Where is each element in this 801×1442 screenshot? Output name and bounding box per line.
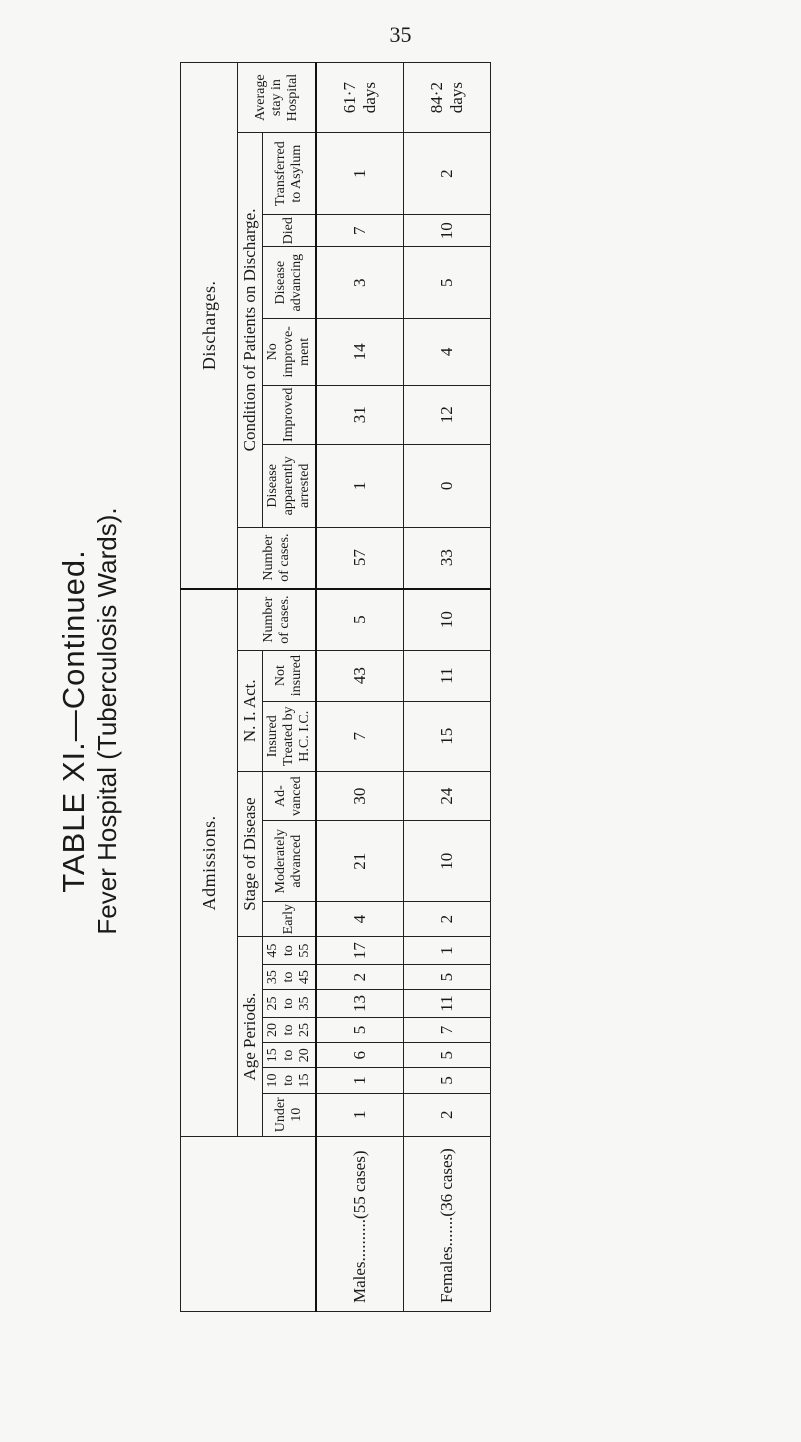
cell: 17 <box>316 937 404 965</box>
cell: 5 <box>404 1043 491 1068</box>
cell: 7 <box>316 215 404 247</box>
cell: 2 <box>404 1093 491 1136</box>
condition-col-4: Died <box>263 215 317 247</box>
discharge-cases-header: Number of cases. <box>238 527 317 589</box>
cell: 10 <box>404 215 491 247</box>
table-row <box>404 63 491 1312</box>
cell: 30 <box>316 771 404 821</box>
cell: 57 <box>316 527 404 589</box>
row-label: Females.......(36 cases) <box>404 1137 491 1312</box>
cell: 2 <box>404 133 491 215</box>
age-col-0: Under 10 <box>263 1093 317 1136</box>
tuberculosis-table <box>180 62 491 1312</box>
ni-act-header: N. I. Act. <box>238 650 263 771</box>
cell: 4 <box>316 902 404 937</box>
admissions-header: Admissions. <box>181 589 238 1137</box>
cell: 13 <box>316 990 404 1018</box>
cell: 24 <box>404 771 491 821</box>
table-title: TABLE XI.—Continued. <box>56 549 91 893</box>
discharges-header: Discharges. <box>181 63 238 589</box>
cell: 33 <box>404 527 491 589</box>
cell: 11 <box>404 990 491 1018</box>
row-label-header <box>181 1137 317 1312</box>
cell: 10 <box>404 821 491 902</box>
row-label: Males..........(55 cases) <box>316 1137 404 1312</box>
cell: 5 <box>404 1068 491 1093</box>
cell: 84·2 days <box>404 63 491 133</box>
cell: 6 <box>316 1043 404 1068</box>
age-periods-header: Age Periods. <box>238 937 263 1137</box>
age-col-2: 15 to 20 <box>263 1043 317 1068</box>
cell: 5 <box>404 247 491 319</box>
cell: 11 <box>404 650 491 701</box>
cell: 15 <box>404 701 491 771</box>
stage-header: Stage of Disease <box>238 771 263 936</box>
cell: 31 <box>316 385 404 444</box>
cell: 43 <box>316 650 404 701</box>
cell: 5 <box>316 589 404 651</box>
cell: 2 <box>316 964 404 989</box>
ni-col-1: Not insured <box>263 650 317 701</box>
cell: 7 <box>316 701 404 771</box>
age-col-5: 35 to 45 <box>263 964 317 989</box>
age-col-1: 10 to 15 <box>263 1068 317 1093</box>
age-col-4: 25 to 35 <box>263 990 317 1018</box>
cell: 0 <box>404 445 491 528</box>
stage-col-0: Early <box>263 902 317 937</box>
cell: 61·7 days <box>316 63 404 133</box>
cell: 1 <box>316 1068 404 1093</box>
cell: 12 <box>404 385 491 444</box>
condition-col-1: Improved <box>263 385 317 444</box>
cell: 21 <box>316 821 404 902</box>
table-subtitle: Fever Hospital (Tuberculosis Wards). <box>92 507 122 935</box>
cell: 1 <box>316 1093 404 1136</box>
number-of-cases-header: Number of cases. <box>238 589 317 651</box>
table-row <box>316 63 404 1312</box>
cell: 3 <box>316 247 404 319</box>
age-col-3: 20 to 25 <box>263 1017 317 1042</box>
stage-col-2: Ad- vanced <box>263 771 317 821</box>
cell: 7 <box>404 1017 491 1042</box>
avg-stay-header: Average stay in Hospital <box>238 63 317 133</box>
condition-col-0: Disease apparently arrested <box>263 445 317 528</box>
cell: 1 <box>404 937 491 965</box>
page-number: 35 <box>389 22 412 47</box>
ni-col-0: Insured Treated by H.C. I.C. <box>263 701 317 771</box>
cell: 10 <box>404 589 491 651</box>
age-col-6: 45 to 55 <box>263 937 317 965</box>
cell: 5 <box>316 1017 404 1042</box>
cell: 14 <box>316 319 404 386</box>
condition-col-2: No improve- ment <box>263 319 317 386</box>
condition-col-3: Disease advancing <box>263 247 317 319</box>
condition-col-5: Transferred to Asylum <box>263 133 317 215</box>
cell: 1 <box>316 445 404 528</box>
cell: 5 <box>404 964 491 989</box>
condition-header: Condition of Patients on Discharge. <box>238 133 263 527</box>
cell: 2 <box>404 902 491 937</box>
cell: 1 <box>316 133 404 215</box>
cell: 4 <box>404 319 491 386</box>
stage-col-1: Moderately advanced <box>263 821 317 902</box>
